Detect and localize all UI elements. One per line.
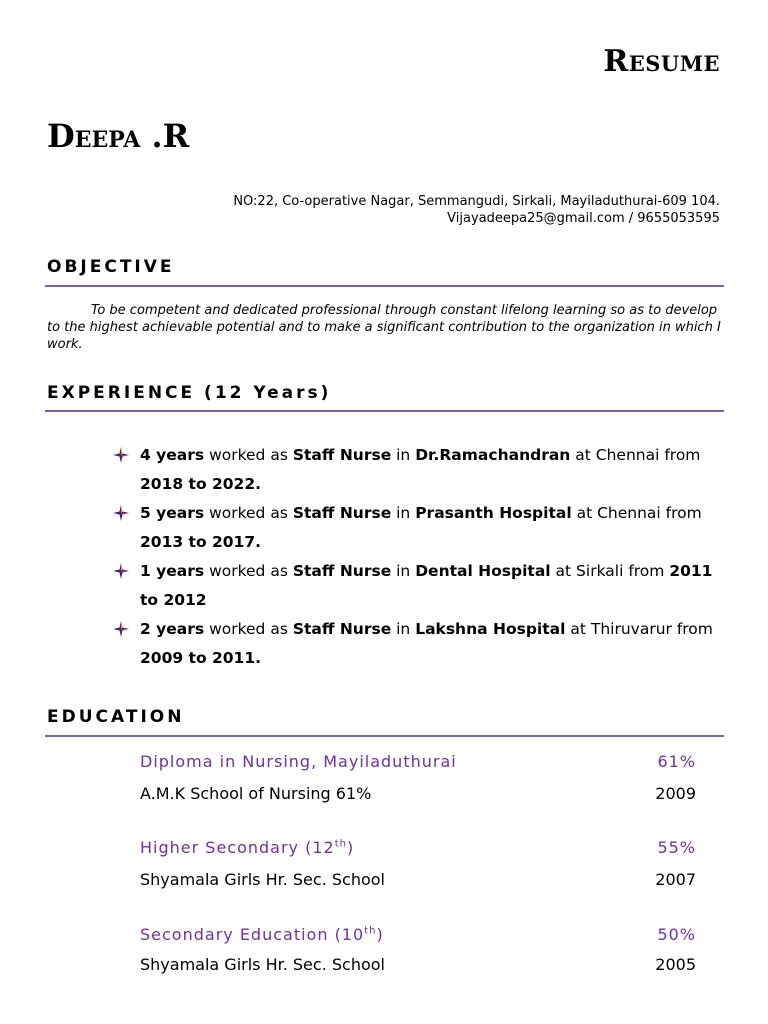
four-point-star-bullet-icon [113, 621, 129, 637]
experience-item: 5 years worked as Staff Nurse in Prasanth Hospital at Chennai from 2013 to 2017. [113, 499, 723, 556]
address-line: NO:22, Co-operative Nagar, Semmangudi, Sirkali, Mayiladuthurai-609 104. [233, 194, 720, 209]
education-entry [140, 838, 696, 892]
education-score: 61% [657, 752, 696, 771]
objective-divider [45, 285, 724, 287]
experience-item: 2 years worked as Staff Nurse in Lakshna Hospital at Thiruvarur from 2009 to 2011. [113, 615, 723, 672]
experience-item: 1 years worked as Staff Nurse in Dental Hospital at Sirkali from 2011 to 2012 [113, 557, 723, 614]
education-year: 2005 [655, 955, 696, 974]
education-score: 50% [657, 925, 696, 944]
education-title: Diploma in Nursing, Mayiladuthurai [140, 752, 457, 771]
education-entry [140, 925, 696, 977]
education-divider [45, 735, 724, 737]
contact-block [233, 193, 720, 227]
education-institution: A.M.K School of Nursing 61% [140, 784, 372, 803]
document-title: Resume [603, 44, 720, 79]
four-point-star-bullet-icon [113, 505, 129, 521]
experience-divider [45, 410, 724, 412]
email-phone-line: Vijayadeepa25@gmail.com / 9655053595 [447, 211, 720, 226]
candidate-name: Deepa .R [47, 117, 190, 155]
experience-list [113, 441, 723, 673]
objective-heading: OBJECTIVE [47, 257, 175, 277]
four-point-star-bullet-icon [113, 563, 129, 579]
education-title: Higher Secondary (12th) [140, 838, 355, 857]
education-heading: EDUCATION [47, 707, 185, 727]
education-year: 2007 [655, 870, 696, 889]
objective-text [47, 302, 727, 353]
education-institution: Shyamala Girls Hr. Sec. School [140, 870, 385, 889]
education-year: 2009 [655, 784, 696, 803]
education-score: 55% [657, 838, 696, 857]
education-title: Secondary Education (10th) [140, 925, 384, 944]
education-entry [140, 752, 696, 806]
experience-item: 4 years worked as Staff Nurse in Dr.Ramachandran at Chennai from 2018 to 2022. [113, 441, 723, 498]
experience-heading: EXPERIENCE (12 Years) [47, 383, 332, 403]
education-institution: Shyamala Girls Hr. Sec. School [140, 955, 385, 974]
four-point-star-bullet-icon [113, 447, 129, 463]
objective-body: To be competent and dedicated professional through constant lifelong learning so as to develop to the highest achievable potential and to make a significant contribution to the organization in which I work. [47, 303, 721, 352]
